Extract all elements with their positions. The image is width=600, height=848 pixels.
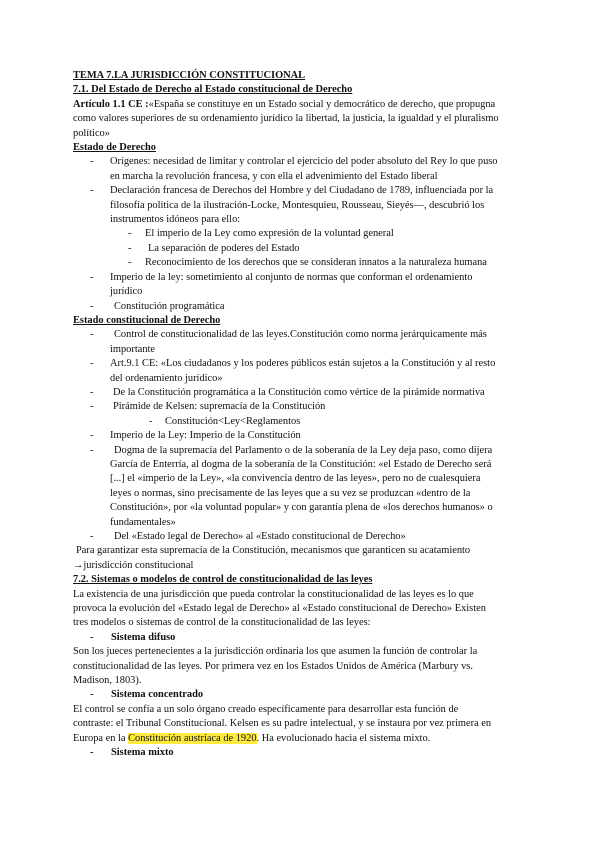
list-item: - Del «Estado legal de Derecho» al «Estado constitucional de Derecho» bbox=[73, 530, 540, 544]
article-label: Artículo 1.1 CE : bbox=[73, 98, 149, 110]
estado-constitucional-heading: Estado constitucional de Derecho bbox=[73, 314, 221, 326]
list-item: - Orígenes: necesidad de limitar y controlar el ejercicio del poder absoluto del Rey lo que puso en marcha la revolución francesa, y con ella el advenimiento del Estado liberal bbox=[90, 156, 498, 182]
bullet-dash: - bbox=[90, 444, 94, 456]
list-item: - Dogma de la supremacía del Parlamento o de la soberanía de la Ley deja paso, como dijera García de Enterría, al dogma de la soberanía de la Constitución: «el Estado de Derecho será [...] el «imperio de la Ley», «la convivencia dentro de las leyes», pero no de cualesquiera leyes o normas, sino precisamente de las leyes que a su vez se produzcan «dentro de la Constitución», por «la voluntad popular» y con garantía plena de «los derechos humanos» o fundamentales» bbox=[90, 444, 493, 528]
section-7-2-heading: 7.2. Sistemas o modelos de control de constitucionalidad de las leyes bbox=[73, 574, 373, 586]
sub-list-item: - La separación de poderes del Estado bbox=[73, 242, 540, 256]
list-item: - Pirámide de Kelsen: supremacía de la Constitución bbox=[73, 400, 540, 414]
list-item: - Imperio de la ley: sometimiento al conjunto de normas que conforman el ordenamiento jurídico bbox=[90, 271, 473, 298]
document-title: TEMA 7.LA JURISDICCIÓN CONSTITUCIONAL bbox=[73, 70, 306, 81]
article-text-line: político» bbox=[73, 127, 110, 139]
article-text-line: como valores superiores de su ordenamiento jurídico la libertad, la justicia, la igualdad y el pluralismo bbox=[73, 113, 499, 125]
article-1-1-quote bbox=[73, 98, 540, 141]
highlighted-text: Constitución austriaca de 1920 bbox=[128, 732, 257, 744]
bullet-dash: - bbox=[90, 386, 94, 398]
bullet-dash: - bbox=[90, 631, 94, 643]
bullet-dash: - bbox=[90, 156, 94, 168]
bullet-dash: - bbox=[90, 747, 94, 759]
bullet-dash: - bbox=[90, 430, 94, 442]
bullet-dash: - bbox=[90, 300, 94, 312]
closing-paragraph: Para garantizar esta supremacía de la Constitución, mecanismos que garanticen su acatamiento →jurisdicción constitucional bbox=[73, 545, 471, 571]
sub-list-item: - Constitución<Ley<Reglamentos bbox=[73, 415, 540, 429]
list-item: - Constitución programática bbox=[73, 300, 540, 314]
bullet-dash: - bbox=[128, 228, 132, 240]
bullet-dash: - bbox=[90, 401, 94, 413]
sistema-difuso-text: Son los jueces pertenecientes a la jurisdicción ordinaria los que asumen la función de controlar la constitucionalidad de las leyes. Por primera vez en los Estados Unidos de América (Marbury vs. Madison, 1803). bbox=[73, 646, 478, 687]
list-item: - De la Constitución programática a la Constitución como vértice de la pirámide normativa bbox=[73, 386, 540, 400]
bullet-dash: - bbox=[90, 185, 94, 197]
section-7-2-intro: La existencia de una jurisdicción que pueda controlar la constitucionalidad de las leyes es lo que provoca la evolución del «Estado legal de Derecho» al «Estado constitucional de Derecho» Existen tres modelos o sistemas de control de la constitucionalidad de las leyes: bbox=[73, 588, 486, 629]
list-item: - Art.9.1 CE: «Los ciudadanos y los poderes públicos están sujetos a la Constitución y al resto del ordenamiento jurídico» bbox=[90, 358, 496, 384]
bullet-dash: - bbox=[90, 531, 94, 542]
section-7-1-heading: 7.1. Del Estado de Derecho al Estado constitucional de Derecho bbox=[73, 84, 353, 96]
estado-derecho-heading: Estado de Derecho bbox=[73, 142, 156, 154]
bullet-dash: - bbox=[90, 358, 94, 370]
bullet-dash: - bbox=[90, 329, 94, 341]
bullet-dash: - bbox=[149, 415, 153, 427]
sistema-difuso-heading: - Sistema difuso bbox=[73, 631, 540, 645]
sistema-mixto-heading: - Sistema mixto bbox=[73, 746, 540, 760]
bullet-dash: - bbox=[90, 271, 94, 283]
bullet-dash: - bbox=[128, 242, 132, 254]
bullet-dash: - bbox=[128, 257, 132, 269]
list-item: - Control de constitucionalidad de las leyes.Constitución como norma jerárquicamente más importante bbox=[90, 329, 487, 355]
list-item: - Imperio de la Ley: Imperio de la Constitución bbox=[73, 429, 540, 443]
sistema-concentrado-heading: - Sistema concentrado bbox=[73, 688, 540, 702]
sistema-concentrado-text: El control se confía a un solo órgano creado específicamente para desarrollar esta función de contraste: el Tribunal Constitucional. Kelsen es su padre intelectual, y se instaura por vez primera en Europa en la Constitución austriaca de 1920. Ha evolucionado hacia el sistema mixto. bbox=[73, 703, 492, 744]
list-item: - Declaración francesa de Derechos del Hombre y del Ciudadano de 1789, influenciada por la filosofía política de la ilustración-Locke, Montesquieu, Rousseau, Sieyés—, descubrió los instrumentos idóneos para ello: bbox=[90, 185, 494, 226]
sub-list-item: - Reconocimiento de los derechos que se consideran innatos a la naturaleza humana bbox=[73, 256, 540, 270]
bullet-dash: - bbox=[90, 689, 94, 701]
sub-list-item: - El imperio de la Ley como expresión de la voluntad general bbox=[73, 227, 540, 241]
article-text-line: «España se constituye en un Estado social y democrático de derecho, que propugna bbox=[148, 98, 496, 110]
